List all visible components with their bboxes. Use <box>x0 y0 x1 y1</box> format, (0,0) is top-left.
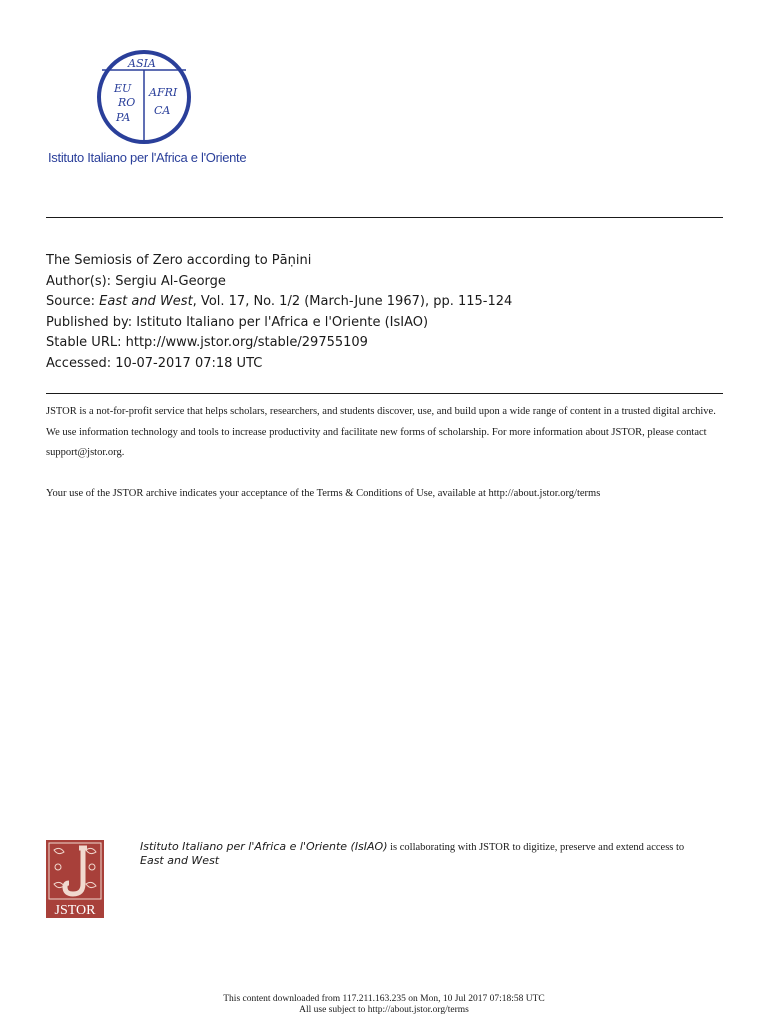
jstor-logo-icon <box>46 840 104 918</box>
bottom-divider <box>46 393 723 394</box>
article-title: The Semiosis of Zero according to Pāṇini <box>46 253 312 268</box>
accessed-date: 10-07-2017 07:18 UTC <box>115 355 263 371</box>
seal-text-afri: AFRI <box>149 86 178 99</box>
publisher-name: Istituto Italiano per l'Africa e l'Oriente (IsIAO) <box>136 314 429 330</box>
download-footer <box>0 994 768 1016</box>
accessed-line <box>46 354 726 375</box>
seal-text-asia: ASIA <box>128 57 156 70</box>
footer-download-info: This content downloaded from 117.211.163.235 on Mon, 10 Jul 2017 07:18:58 UTC <box>223 994 545 1004</box>
top-divider <box>46 217 723 218</box>
collab-journal: East and West <box>140 854 220 867</box>
author-name: Sergiu Al-George <box>115 273 226 289</box>
author-label: Author(s): <box>46 273 112 289</box>
stable-url-link[interactable]: http://www.jstor.org/stable/29755109 <box>125 335 368 350</box>
seal-text-eu: EU <box>114 82 132 95</box>
publisher-label: Published by: <box>46 314 133 330</box>
notice-paragraph-1: JSTOR is a not-for-profit service that helps scholars, researchers, and students discover, use, and build upon a wide range of content in a trusted digital archive. We use information technology and tools to increase productivity and facilitate new forms of scholarship. For more information about JSTOR, please contact support@jstor.org. <box>46 406 716 458</box>
stable-url-line <box>46 333 726 354</box>
accessed-label: Accessed: <box>46 355 112 371</box>
seal-icon <box>96 48 192 146</box>
source-line <box>46 292 726 313</box>
source-details: , Vol. 17, No. 1/2 (March-June 1967), pp. 115-124 <box>192 294 513 309</box>
collaboration-statement <box>140 840 700 868</box>
seal-text-pa: PA <box>116 111 131 124</box>
source-label: Source: <box>46 294 96 309</box>
stable-url-label: Stable URL: <box>46 335 122 350</box>
jstor-notice <box>46 402 726 504</box>
publisher-line <box>46 313 726 334</box>
logo-caption: Istituto Italiano per l'Africa e l'Oriente <box>48 150 247 165</box>
notice-paragraph-2: Your use of the JSTOR archive indicates your acceptance of the Terms & Conditions of Use, available at http://about.jstor.org/terms <box>46 487 601 499</box>
collab-text: is collaborating with JSTOR to digitize, preserve and extend access to <box>387 842 685 853</box>
publisher-logo <box>46 48 266 178</box>
author-line <box>46 272 726 293</box>
jstor-logo-text: JSTOR <box>54 903 96 918</box>
jstor-logo <box>46 840 104 918</box>
source-journal: East and West <box>99 294 193 309</box>
citation-block <box>46 251 726 374</box>
seal-text-ca: CA <box>154 104 171 117</box>
collab-institution: Istituto Italiano per l'Africa e l'Oriente (IsIAO) <box>140 840 388 853</box>
seal-text-ro: RO <box>118 96 136 109</box>
footer-terms: All use subject to http://about.jstor.org/terms <box>299 1005 469 1015</box>
